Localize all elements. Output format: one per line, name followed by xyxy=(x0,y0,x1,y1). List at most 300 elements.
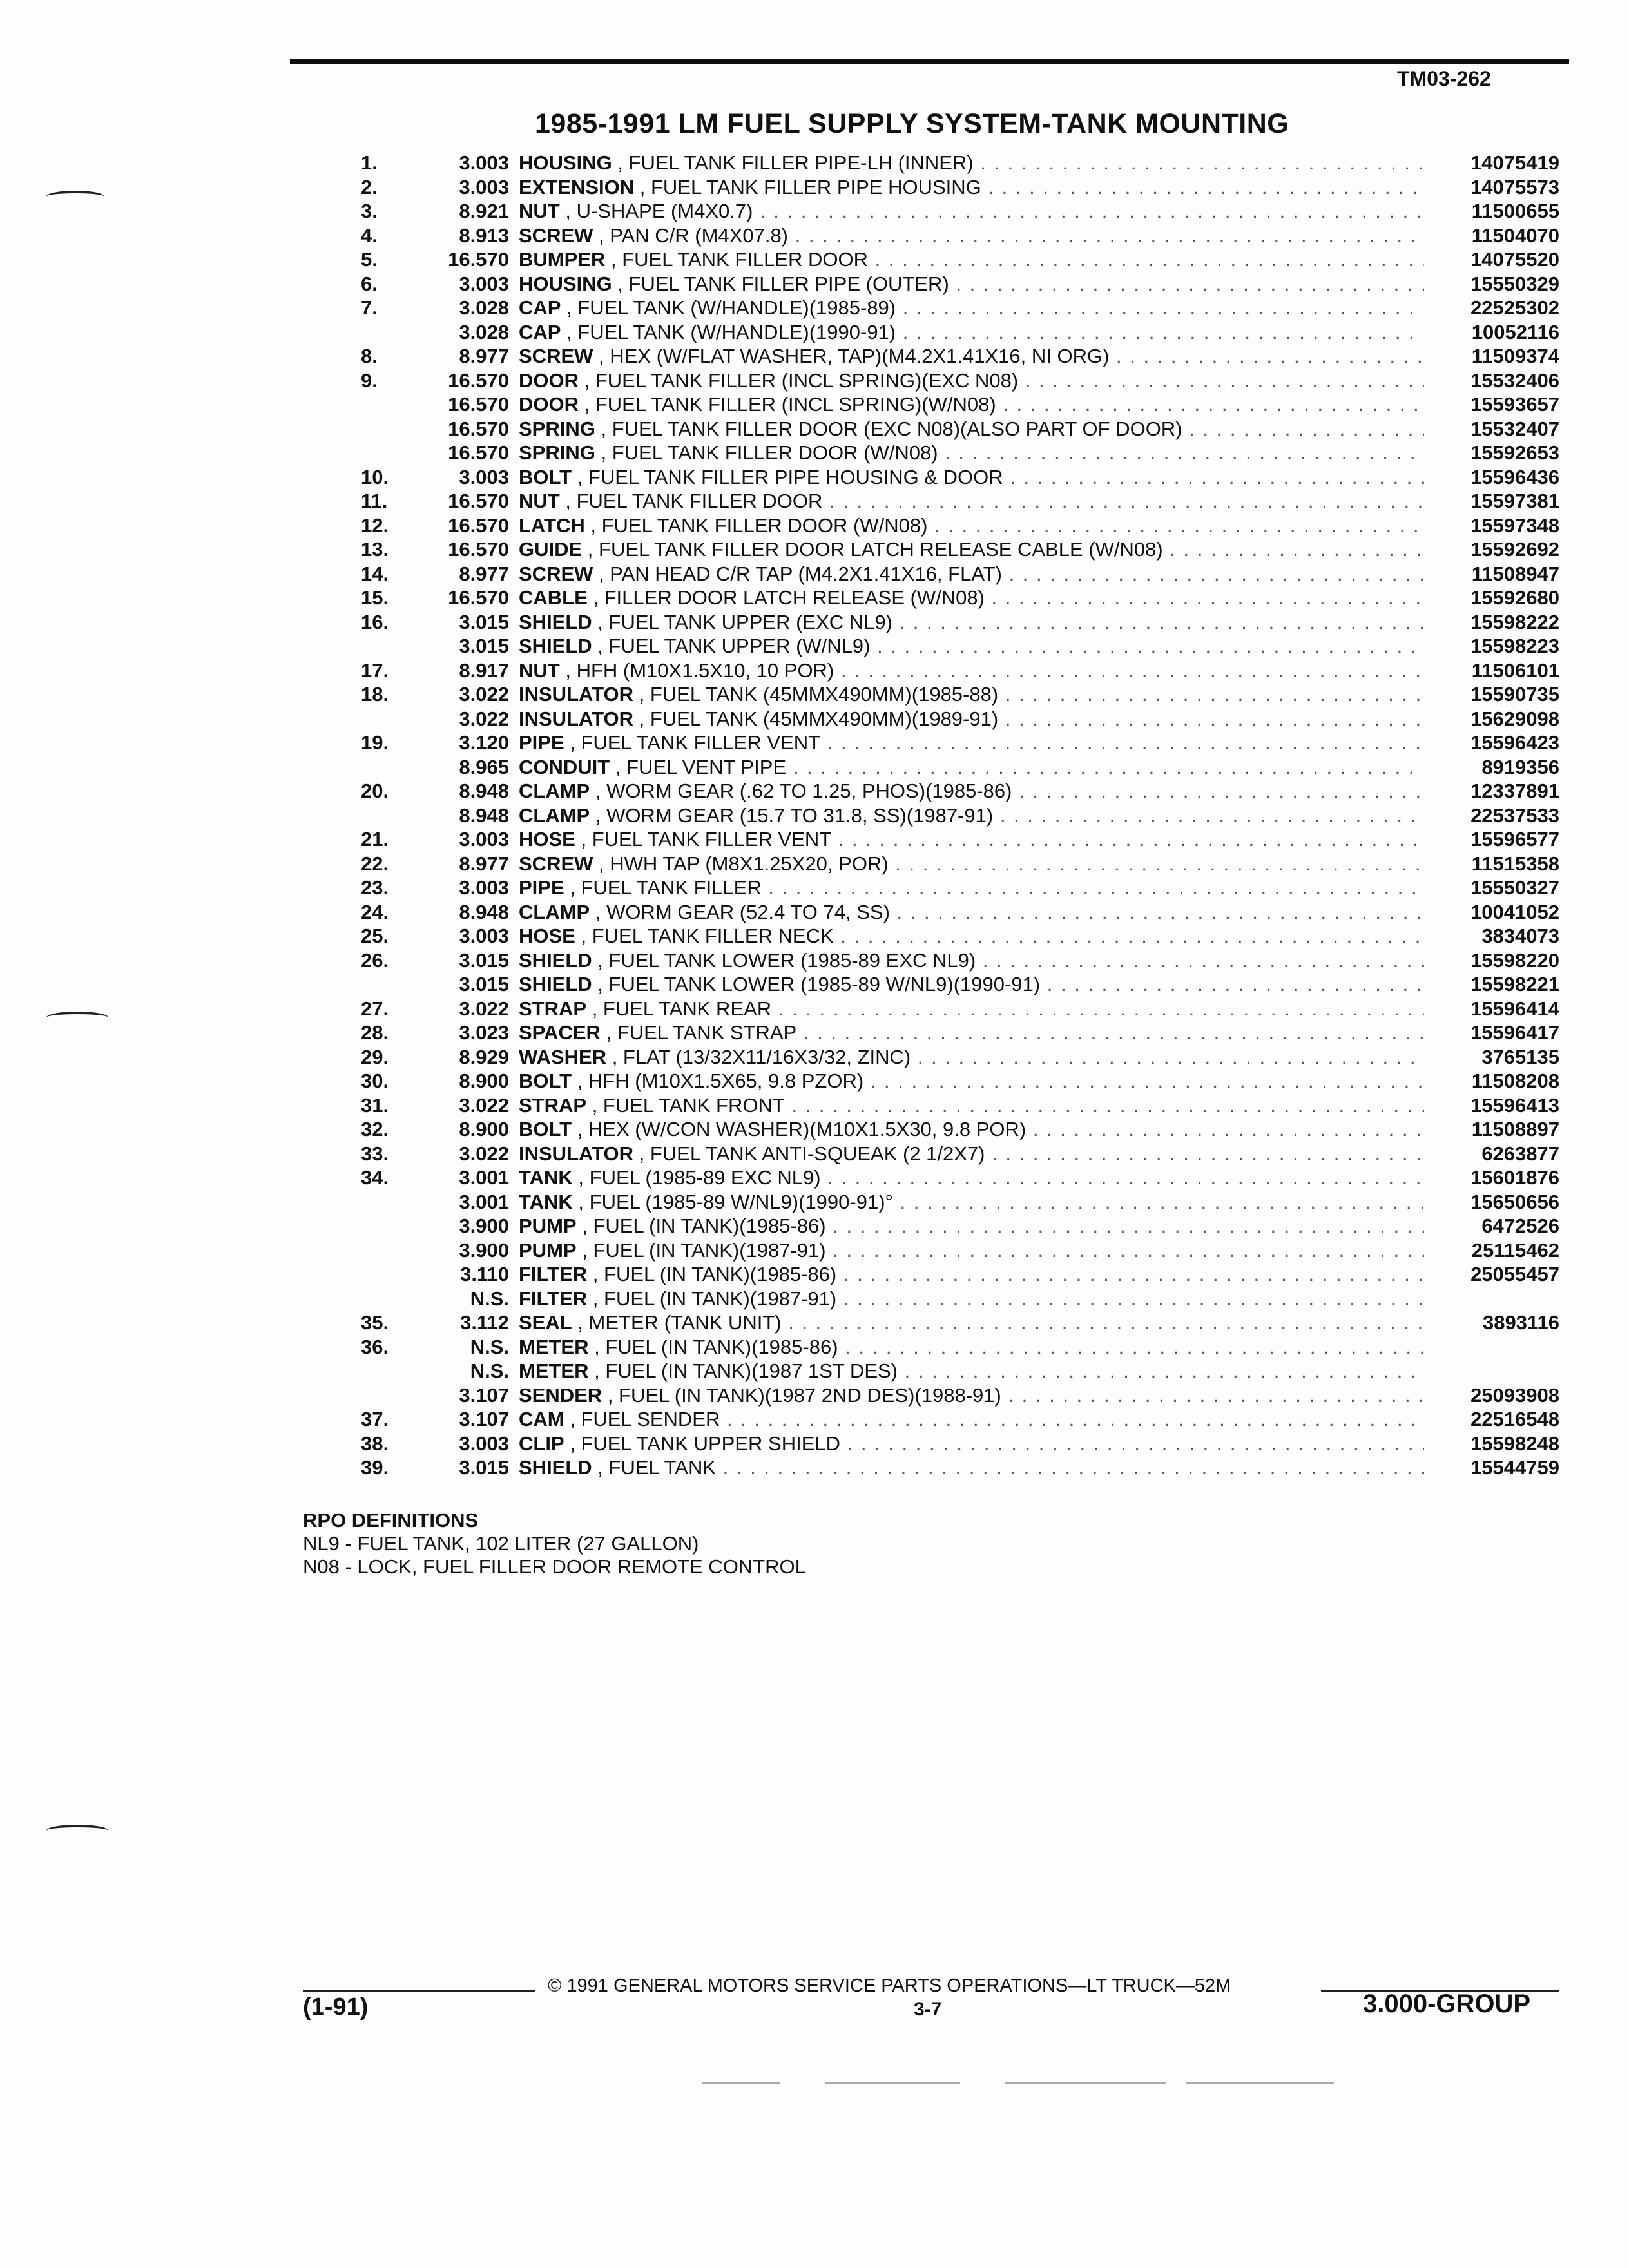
part-detail: FUEL TANK FILLER DOOR (EXC N08)(ALSO PART OF DOOR) xyxy=(612,417,1182,440)
part-number: 15532407 xyxy=(1470,417,1559,440)
part-name: CAP xyxy=(519,296,561,319)
group-code: 8.900 xyxy=(459,1070,509,1092)
part-detail: FUEL TANK LOWER (1985-89 W/NL9)(1990-91) xyxy=(608,973,1041,995)
part-description: CABLE , FILLER DOOR LATCH RELEASE (W/N08) . . . xyxy=(519,586,1424,610)
part-name: METER xyxy=(519,1360,589,1382)
part-detail: FUEL TANK FILLER xyxy=(581,876,762,899)
part-number: 22525302 xyxy=(1470,296,1559,319)
item-number: 19. xyxy=(361,731,389,754)
part-number: 15596423 xyxy=(1470,731,1559,754)
rpo-item-n08: N08 - LOCK, FUEL FILLER DOOR REMOTE CONTROL xyxy=(303,1555,806,1578)
part-detail: FUEL TANK FILLER PIPE HOUSING xyxy=(651,175,981,198)
item-number: 18. xyxy=(361,683,389,706)
group-code: 3.003 xyxy=(459,925,509,947)
part-description: LATCH , FUEL TANK FILLER DOOR (W/N08) . . . xyxy=(519,514,1424,537)
part-row xyxy=(361,997,1559,1021)
item-number: 27. xyxy=(361,997,389,1020)
part-detail: FUEL TANK UPPER (EXC NL9) xyxy=(608,610,892,633)
part-number: 25115462 xyxy=(1471,1238,1559,1262)
group-code: 8.977 xyxy=(459,852,509,875)
part-detail: FUEL TANK FRONT xyxy=(602,1093,785,1117)
part-detail: FUEL TANK (W/HANDLE)(1990-91) xyxy=(577,320,896,343)
part-name: CABLE xyxy=(519,586,588,609)
part-number: 15592680 xyxy=(1470,586,1559,609)
part-detail: METER (TANK UNIT) xyxy=(588,1311,782,1334)
part-detail: FUEL TANK FILLER PIPE (OUTER) xyxy=(628,272,949,295)
part-description: TANK , FUEL (1985-89 W/NL9)(1990-91)° . . . xyxy=(519,1190,1424,1214)
part-row xyxy=(361,489,1559,514)
part-name: SENDER xyxy=(519,1383,602,1407)
part-row xyxy=(361,1045,1559,1070)
group-code: 16.570 xyxy=(448,417,509,440)
group-code: 8.977 xyxy=(459,345,509,367)
item-number: 14. xyxy=(361,562,389,585)
part-name: SCREW xyxy=(519,224,593,247)
part-detail: HEX (W/CON WASHER)(M10X1.5X30, 9.8 POR) xyxy=(588,1118,1027,1140)
part-name: HOUSING xyxy=(519,151,612,174)
part-detail: FUEL TANK FILLER DOOR (W/N08) xyxy=(612,441,938,464)
part-row xyxy=(361,1142,1559,1166)
item-number: 10. xyxy=(361,465,389,488)
part-description: PIPE , FUEL TANK FILLER VENT . . . xyxy=(519,731,1424,754)
part-detail: FUEL TANK FILLER DOOR xyxy=(622,248,869,271)
part-number: 15550327 xyxy=(1470,876,1559,899)
item-number: 7. xyxy=(361,296,378,319)
part-description: PIPE , FUEL TANK FILLER . . . xyxy=(519,876,1424,899)
document-code: TM03-262 xyxy=(1397,67,1491,90)
group-code: 16.570 xyxy=(448,514,509,537)
part-detail: U-SHAPE (M4X0.7) xyxy=(576,200,753,222)
part-row xyxy=(361,392,1559,417)
group-code: 16.570 xyxy=(448,369,509,392)
part-name: SPRING xyxy=(519,417,595,440)
top-rule xyxy=(290,59,1569,64)
item-number: 15. xyxy=(361,586,389,609)
part-name: SHIELD xyxy=(519,1456,592,1479)
item-number: 31. xyxy=(361,1093,389,1117)
part-detail: FUEL TANK FILLER VENT xyxy=(581,731,821,754)
part-number: 3765135 xyxy=(1481,1045,1559,1068)
part-name: DOOR xyxy=(519,369,579,392)
part-row xyxy=(361,1166,1559,1190)
part-detail: FILLER DOOR LATCH RELEASE (W/N08) xyxy=(604,586,985,609)
part-number: 15629098 xyxy=(1470,707,1559,730)
item-number: 17. xyxy=(361,658,389,682)
part-detail: FUEL TANK FILLER (INCL SPRING)(EXC N08) xyxy=(595,369,1019,392)
part-row xyxy=(361,514,1559,538)
part-description: CAM , FUEL SENDER . . . xyxy=(519,1407,1424,1431)
part-number: 25093908 xyxy=(1470,1383,1559,1407)
part-number: 3893116 xyxy=(1483,1311,1559,1334)
item-number: 12. xyxy=(361,514,389,537)
group-code: 8.929 xyxy=(459,1045,509,1068)
part-description: SHIELD , FUEL TANK LOWER (1985-89 W/NL9)(1990-91) . . . xyxy=(519,972,1424,996)
part-detail: FUEL SENDER xyxy=(581,1408,720,1430)
item-number: 34. xyxy=(361,1166,389,1189)
part-name: HOUSING xyxy=(519,272,612,295)
part-number: 15596577 xyxy=(1470,828,1559,850)
part-name: CLAMP xyxy=(519,900,590,923)
part-description: METER , FUEL (IN TANK)(1985-86) . . . xyxy=(519,1335,1424,1359)
part-description: HOSE , FUEL TANK FILLER VENT . . . xyxy=(519,827,1424,851)
item-number: 6. xyxy=(361,272,378,295)
part-description: SCREW , PAN HEAD C/R TAP (M4.2X1.41X16, FLAT) . . . xyxy=(519,562,1424,586)
group-code: 16.570 xyxy=(448,490,509,512)
group-code: 3.003 xyxy=(459,151,509,174)
group-code: 3.022 xyxy=(459,997,509,1020)
part-name: SPRING xyxy=(519,441,595,464)
group-code: 8.965 xyxy=(459,755,509,778)
group-code: 3.110 xyxy=(460,1263,509,1285)
part-description: INSULATOR , FUEL TANK (45MMX490MM)(1985-88) . . . xyxy=(519,682,1424,706)
part-detail: FUEL (IN TANK)(1987-91) xyxy=(604,1287,837,1310)
part-description: METER , FUEL (IN TANK)(1987 1ST DES) . . . xyxy=(519,1359,1424,1383)
part-description: SHIELD , FUEL TANK UPPER (EXC NL9) . . . xyxy=(519,610,1424,634)
part-name: INSULATOR xyxy=(519,683,633,706)
item-number: 22. xyxy=(361,852,389,875)
part-detail: FUEL (1985-89 W/NL9)(1990-91)° xyxy=(589,1190,893,1213)
part-number: 11500655 xyxy=(1471,200,1559,222)
part-description: SHIELD , FUEL TANK . . . xyxy=(519,1456,1424,1479)
group-code: 3.015 xyxy=(459,610,509,633)
part-name: INSULATOR xyxy=(519,707,633,730)
part-name: PIPE xyxy=(519,731,564,754)
part-row xyxy=(361,682,1559,707)
part-description: INSULATOR , FUEL TANK ANTI-SQUEAK (2 1/2X7) . . . xyxy=(519,1142,1424,1166)
part-name: SCREW xyxy=(519,345,593,367)
footer-group-code: 3.000-GROUP xyxy=(1363,1990,1531,2018)
part-description: EXTENSION , FUEL TANK FILLER PIPE HOUSING . . . xyxy=(519,175,1424,199)
part-row xyxy=(361,369,1559,393)
group-code: 8.948 xyxy=(459,780,509,802)
footer-page-number: 3-7 xyxy=(914,1999,942,2020)
group-code: 3.900 xyxy=(459,1238,509,1262)
item-number: 1. xyxy=(361,151,378,174)
part-number: 15596417 xyxy=(1470,1021,1559,1044)
part-description: CAP , FUEL TANK (W/HANDLE)(1985-89) . . . xyxy=(519,296,1424,320)
item-number: 39. xyxy=(361,1456,389,1479)
group-code: N.S. xyxy=(470,1287,509,1310)
part-detail: FUEL TANK FILLER (INCL SPRING)(W/N08) xyxy=(595,393,996,416)
part-row xyxy=(361,1359,1559,1383)
part-number: 15650656 xyxy=(1470,1190,1559,1213)
group-code: 3.003 xyxy=(459,828,509,850)
part-row xyxy=(361,441,1559,465)
part-description: PUMP , FUEL (IN TANK)(1987-91) . . . xyxy=(519,1238,1424,1262)
part-detail: FUEL TANK LOWER (1985-89 EXC NL9) xyxy=(608,948,976,972)
part-number: 8919356 xyxy=(1481,755,1559,778)
part-number: 12337891 xyxy=(1470,780,1559,802)
part-row xyxy=(361,948,1559,973)
part-description: SCREW , HWH TAP (M8X1.25X20, POR) . . . xyxy=(519,852,1424,876)
part-name: SHIELD xyxy=(519,610,592,633)
group-code: 3.022 xyxy=(459,1093,509,1117)
footer-copyright: © 1991 GENERAL MOTORS SERVICE PARTS OPERATIONS—LT TRUCK—52M xyxy=(548,1975,1231,1996)
group-code: 8.921 xyxy=(459,200,509,222)
part-number: 11508897 xyxy=(1471,1118,1559,1140)
part-description: BOLT , FUEL TANK FILLER PIPE HOUSING & DOOR . . . xyxy=(519,465,1424,489)
part-number: 6472526 xyxy=(1481,1215,1559,1237)
part-detail: FUEL TANK FILLER NECK xyxy=(592,925,834,947)
part-number: 15598222 xyxy=(1470,610,1559,633)
item-number: 24. xyxy=(361,900,389,923)
group-code: 3.015 xyxy=(459,1456,509,1479)
part-number: 14075419 xyxy=(1470,151,1559,174)
part-detail: PAN HEAD C/R TAP (M4.2X1.41X16, FLAT) xyxy=(610,562,1002,585)
part-name: TANK xyxy=(519,1166,573,1189)
part-row xyxy=(361,1238,1559,1263)
part-name: CLAMP xyxy=(519,803,590,827)
part-description: WASHER , FLAT (13/32X11/16X3/32, ZINC) . . . xyxy=(519,1045,1424,1069)
item-number: 13. xyxy=(361,538,389,561)
group-code: 3.003 xyxy=(459,465,509,488)
part-name: WASHER xyxy=(519,1045,607,1068)
part-detail: WORM GEAR (15.7 TO 31.8, SS)(1987-91) xyxy=(606,803,994,827)
part-description: SPRING , FUEL TANK FILLER DOOR (EXC N08)(ALSO PART OF DOOR) . . . xyxy=(519,417,1424,441)
group-code: N.S. xyxy=(470,1360,509,1382)
item-number: 8. xyxy=(361,345,378,367)
part-description: CLAMP , WORM GEAR (15.7 TO 31.8, SS)(1987-91) . . . xyxy=(519,803,1424,827)
scan-artifact-line xyxy=(1005,2082,1166,2084)
part-name: CLAMP xyxy=(519,780,590,802)
part-name: SCREW xyxy=(519,562,593,585)
footer-date: (1-91) xyxy=(303,1994,369,2021)
part-row xyxy=(361,852,1559,876)
part-name: SHIELD xyxy=(519,635,592,657)
part-description: HOSE , FUEL TANK FILLER NECK . . . xyxy=(519,924,1424,948)
binder-hole-mark xyxy=(46,1825,108,1836)
item-number: 2. xyxy=(361,175,378,198)
part-name: SCREW xyxy=(519,852,593,875)
part-number: 22516548 xyxy=(1470,1408,1559,1430)
part-detail: WORM GEAR (52.4 TO 74, SS) xyxy=(606,900,890,923)
part-description: PUMP , FUEL (IN TANK)(1985-86) . . . xyxy=(519,1214,1424,1238)
part-row xyxy=(361,1383,1559,1408)
part-row xyxy=(361,199,1559,224)
part-detail: FUEL (IN TANK)(1987-91) xyxy=(593,1238,826,1262)
rpo-heading: RPO DEFINITIONS xyxy=(303,1509,479,1532)
part-name: BOLT xyxy=(519,1070,572,1092)
part-detail: FUEL TANK ANTI-SQUEAK (2 1/2X7) xyxy=(650,1142,985,1165)
item-number: 4. xyxy=(361,224,378,247)
part-number: 15598220 xyxy=(1470,948,1559,972)
item-number: 29. xyxy=(361,1045,389,1068)
part-number: 15598248 xyxy=(1470,1432,1559,1455)
part-description: GUIDE , FUEL TANK FILLER DOOR LATCH RELEASE CABLE (W/N08) . . . xyxy=(519,537,1424,561)
item-number: 3. xyxy=(361,200,378,222)
item-number: 37. xyxy=(361,1408,389,1430)
part-description: SHIELD , FUEL TANK UPPER (W/NL9) . . . xyxy=(519,634,1424,658)
group-code: 16.570 xyxy=(448,538,509,561)
part-number: 15598221 xyxy=(1470,973,1559,995)
part-detail: FUEL (IN TANK)(1985-86) xyxy=(593,1215,826,1237)
part-description: CAP , FUEL TANK (W/HANDLE)(1990-91) . . . xyxy=(519,320,1424,344)
part-detail: FUEL TANK FILLER DOOR (W/N08) xyxy=(601,514,928,537)
part-description: CLIP , FUEL TANK UPPER SHIELD . . . xyxy=(519,1432,1424,1456)
group-code: 16.570 xyxy=(448,248,509,271)
part-description: CONDUIT , FUEL VENT PIPE . . . xyxy=(519,755,1424,779)
part-description: TANK , FUEL (1985-89 EXC NL9) . . . xyxy=(519,1166,1424,1189)
part-name: NUT xyxy=(519,658,560,682)
part-detail: FUEL (IN TANK)(1987 1ST DES) xyxy=(605,1360,898,1382)
group-code: 3.023 xyxy=(459,1021,509,1044)
scan-artifact-line xyxy=(702,2082,780,2084)
part-number: 6263877 xyxy=(1481,1142,1559,1165)
item-number: 30. xyxy=(361,1070,389,1092)
part-name: HOSE xyxy=(519,925,575,947)
part-row xyxy=(361,1214,1559,1238)
part-detail: FUEL TANK xyxy=(608,1456,717,1479)
part-description: SENDER , FUEL (IN TANK)(1987 2ND DES)(1988-91) . . . xyxy=(519,1383,1424,1407)
item-number: 26. xyxy=(361,948,389,972)
part-name: FILTER xyxy=(519,1263,588,1285)
item-number: 16. xyxy=(361,610,389,633)
part-name: CONDUIT xyxy=(519,755,610,778)
rpo-item-nl9: NL9 - FUEL TANK, 102 LITER (27 GALLON) xyxy=(303,1532,699,1555)
part-detail: FUEL TANK (45MMX490MM)(1985-88) xyxy=(650,683,999,706)
part-number: 11506101 xyxy=(1471,658,1559,682)
part-name: DOOR xyxy=(519,393,579,416)
part-detail: HFH (M10X1.5X10, 10 POR) xyxy=(576,658,834,682)
part-name: PUMP xyxy=(519,1238,577,1262)
part-name: STRAP xyxy=(519,997,587,1020)
group-code: 3.015 xyxy=(459,973,509,995)
part-detail: HEX (W/FLAT WASHER, TAP)(M4.2X1.41X16, NI ORG) xyxy=(610,345,1110,367)
part-description: BOLT , HEX (W/CON WASHER)(M10X1.5X30, 9.8 POR) . . . xyxy=(519,1117,1424,1141)
part-detail: FUEL (1985-89 EXC NL9) xyxy=(589,1166,821,1189)
part-row xyxy=(361,151,1559,175)
part-row xyxy=(361,1456,1559,1480)
part-description: INSULATOR , FUEL TANK (45MMX490MM)(1989-91) . . . xyxy=(519,707,1424,731)
part-name: CAP xyxy=(519,320,561,343)
part-name: METER xyxy=(519,1335,589,1358)
part-description: NUT , HFH (M10X1.5X10, 10 POR) . . . xyxy=(519,658,1424,682)
part-description: SPACER , FUEL TANK STRAP . . . xyxy=(519,1021,1424,1044)
part-description: BOLT , HFH (M10X1.5X65, 9.8 PZOR) . . . xyxy=(519,1069,1424,1093)
part-row xyxy=(361,1335,1559,1360)
part-number: 10052116 xyxy=(1471,320,1559,343)
item-number: 9. xyxy=(361,369,378,392)
part-number: 11515358 xyxy=(1471,852,1559,875)
group-code: 3.001 xyxy=(459,1190,509,1213)
part-row xyxy=(361,586,1559,610)
part-number: 15598223 xyxy=(1470,635,1559,657)
part-description: HOUSING , FUEL TANK FILLER PIPE (OUTER) . . . xyxy=(519,272,1424,296)
item-number: 23. xyxy=(361,876,389,899)
part-number: 10041052 xyxy=(1470,900,1559,923)
part-name: BOLT xyxy=(519,465,572,488)
part-row xyxy=(361,972,1559,997)
part-name: HOSE xyxy=(519,828,575,850)
part-row xyxy=(361,610,1559,635)
group-code: 8.900 xyxy=(459,1118,509,1140)
group-code: 3.003 xyxy=(459,272,509,295)
item-number: 32. xyxy=(361,1118,389,1140)
footer-rule-left xyxy=(303,1990,535,1992)
part-number: 25055457 xyxy=(1470,1263,1559,1285)
part-number: 11504070 xyxy=(1471,224,1559,247)
part-row xyxy=(361,320,1559,345)
part-number: 11508947 xyxy=(1471,562,1559,585)
part-row xyxy=(361,296,1559,320)
group-code: 3.003 xyxy=(459,876,509,899)
part-name: LATCH xyxy=(519,514,585,537)
part-number: 15590735 xyxy=(1470,683,1559,706)
part-number: 15550329 xyxy=(1470,272,1559,295)
part-number: 22537533 xyxy=(1470,803,1559,827)
part-row xyxy=(361,1190,1559,1215)
page-title: 1985-1991 LM FUEL SUPPLY SYSTEM-TANK MOUNTING xyxy=(535,108,1289,139)
part-row xyxy=(361,224,1559,248)
group-code: 3.900 xyxy=(459,1215,509,1237)
part-row xyxy=(361,1432,1559,1456)
part-name: SEAL xyxy=(519,1311,572,1334)
group-code: 8.977 xyxy=(459,562,509,585)
part-row xyxy=(361,465,1559,490)
part-row xyxy=(361,1093,1559,1118)
group-code: 3.107 xyxy=(459,1383,509,1407)
item-number: 5. xyxy=(361,248,378,271)
group-code: 3.015 xyxy=(459,948,509,972)
part-row xyxy=(361,344,1559,369)
part-number: 3834073 xyxy=(1481,925,1559,947)
part-description: NUT , FUEL TANK FILLER DOOR . . . xyxy=(519,489,1424,513)
part-row xyxy=(361,1407,1559,1432)
scan-artifact-line xyxy=(1186,2082,1334,2084)
item-number: 35. xyxy=(361,1311,389,1334)
part-description: SCREW , PAN C/R (M4X07.8) . . . xyxy=(519,224,1424,247)
part-description: SEAL , METER (TANK UNIT) . . . xyxy=(519,1311,1424,1334)
part-description: HOUSING , FUEL TANK FILLER PIPE-LH (INNER) . . . xyxy=(519,151,1424,175)
part-number: 15532406 xyxy=(1470,369,1559,392)
part-detail: HWH TAP (M8X1.25X20, POR) xyxy=(610,852,889,875)
item-number: 25. xyxy=(361,925,389,947)
part-detail: WORM GEAR (.62 TO 1.25, PHOS)(1985-86) xyxy=(606,780,1012,802)
part-description: DOOR , FUEL TANK FILLER (INCL SPRING)(EXC N08) . . . xyxy=(519,369,1424,392)
group-code: 3.001 xyxy=(459,1166,509,1189)
item-number: 20. xyxy=(361,780,389,802)
part-name: GUIDE xyxy=(519,538,583,561)
group-code: 3.003 xyxy=(459,1432,509,1455)
item-number: 28. xyxy=(361,1021,389,1044)
part-row xyxy=(361,417,1559,441)
rpo-definitions xyxy=(303,1509,806,1579)
part-detail: FUEL TANK UPPER SHIELD xyxy=(581,1432,840,1455)
part-detail: FUEL VENT PIPE xyxy=(626,755,787,778)
part-description: CLAMP , WORM GEAR (.62 TO 1.25, PHOS)(1985-86) . . . xyxy=(519,779,1424,803)
group-code: 3.107 xyxy=(459,1408,509,1430)
part-row xyxy=(361,707,1559,731)
part-number: 15601876 xyxy=(1470,1166,1559,1189)
group-code: 3.022 xyxy=(459,707,509,730)
binder-hole-mark xyxy=(46,1012,108,1023)
part-name: CAM xyxy=(519,1408,564,1430)
part-row xyxy=(361,1287,1559,1311)
part-name: BUMPER xyxy=(519,248,606,271)
part-name: FILTER xyxy=(519,1287,588,1310)
part-row xyxy=(361,272,1559,296)
part-number: 15592653 xyxy=(1470,441,1559,464)
part-name: INSULATOR xyxy=(519,1142,633,1165)
part-number: 15597348 xyxy=(1470,514,1559,537)
group-code: 3.003 xyxy=(459,175,509,198)
group-code: N.S. xyxy=(470,1335,509,1358)
part-detail: FUEL (IN TANK)(1985-86) xyxy=(604,1263,837,1285)
part-row xyxy=(361,924,1559,948)
part-description: CLAMP , WORM GEAR (52.4 TO 74, SS) . . . xyxy=(519,900,1424,924)
part-number: 15592692 xyxy=(1470,538,1559,561)
part-row xyxy=(361,900,1559,925)
